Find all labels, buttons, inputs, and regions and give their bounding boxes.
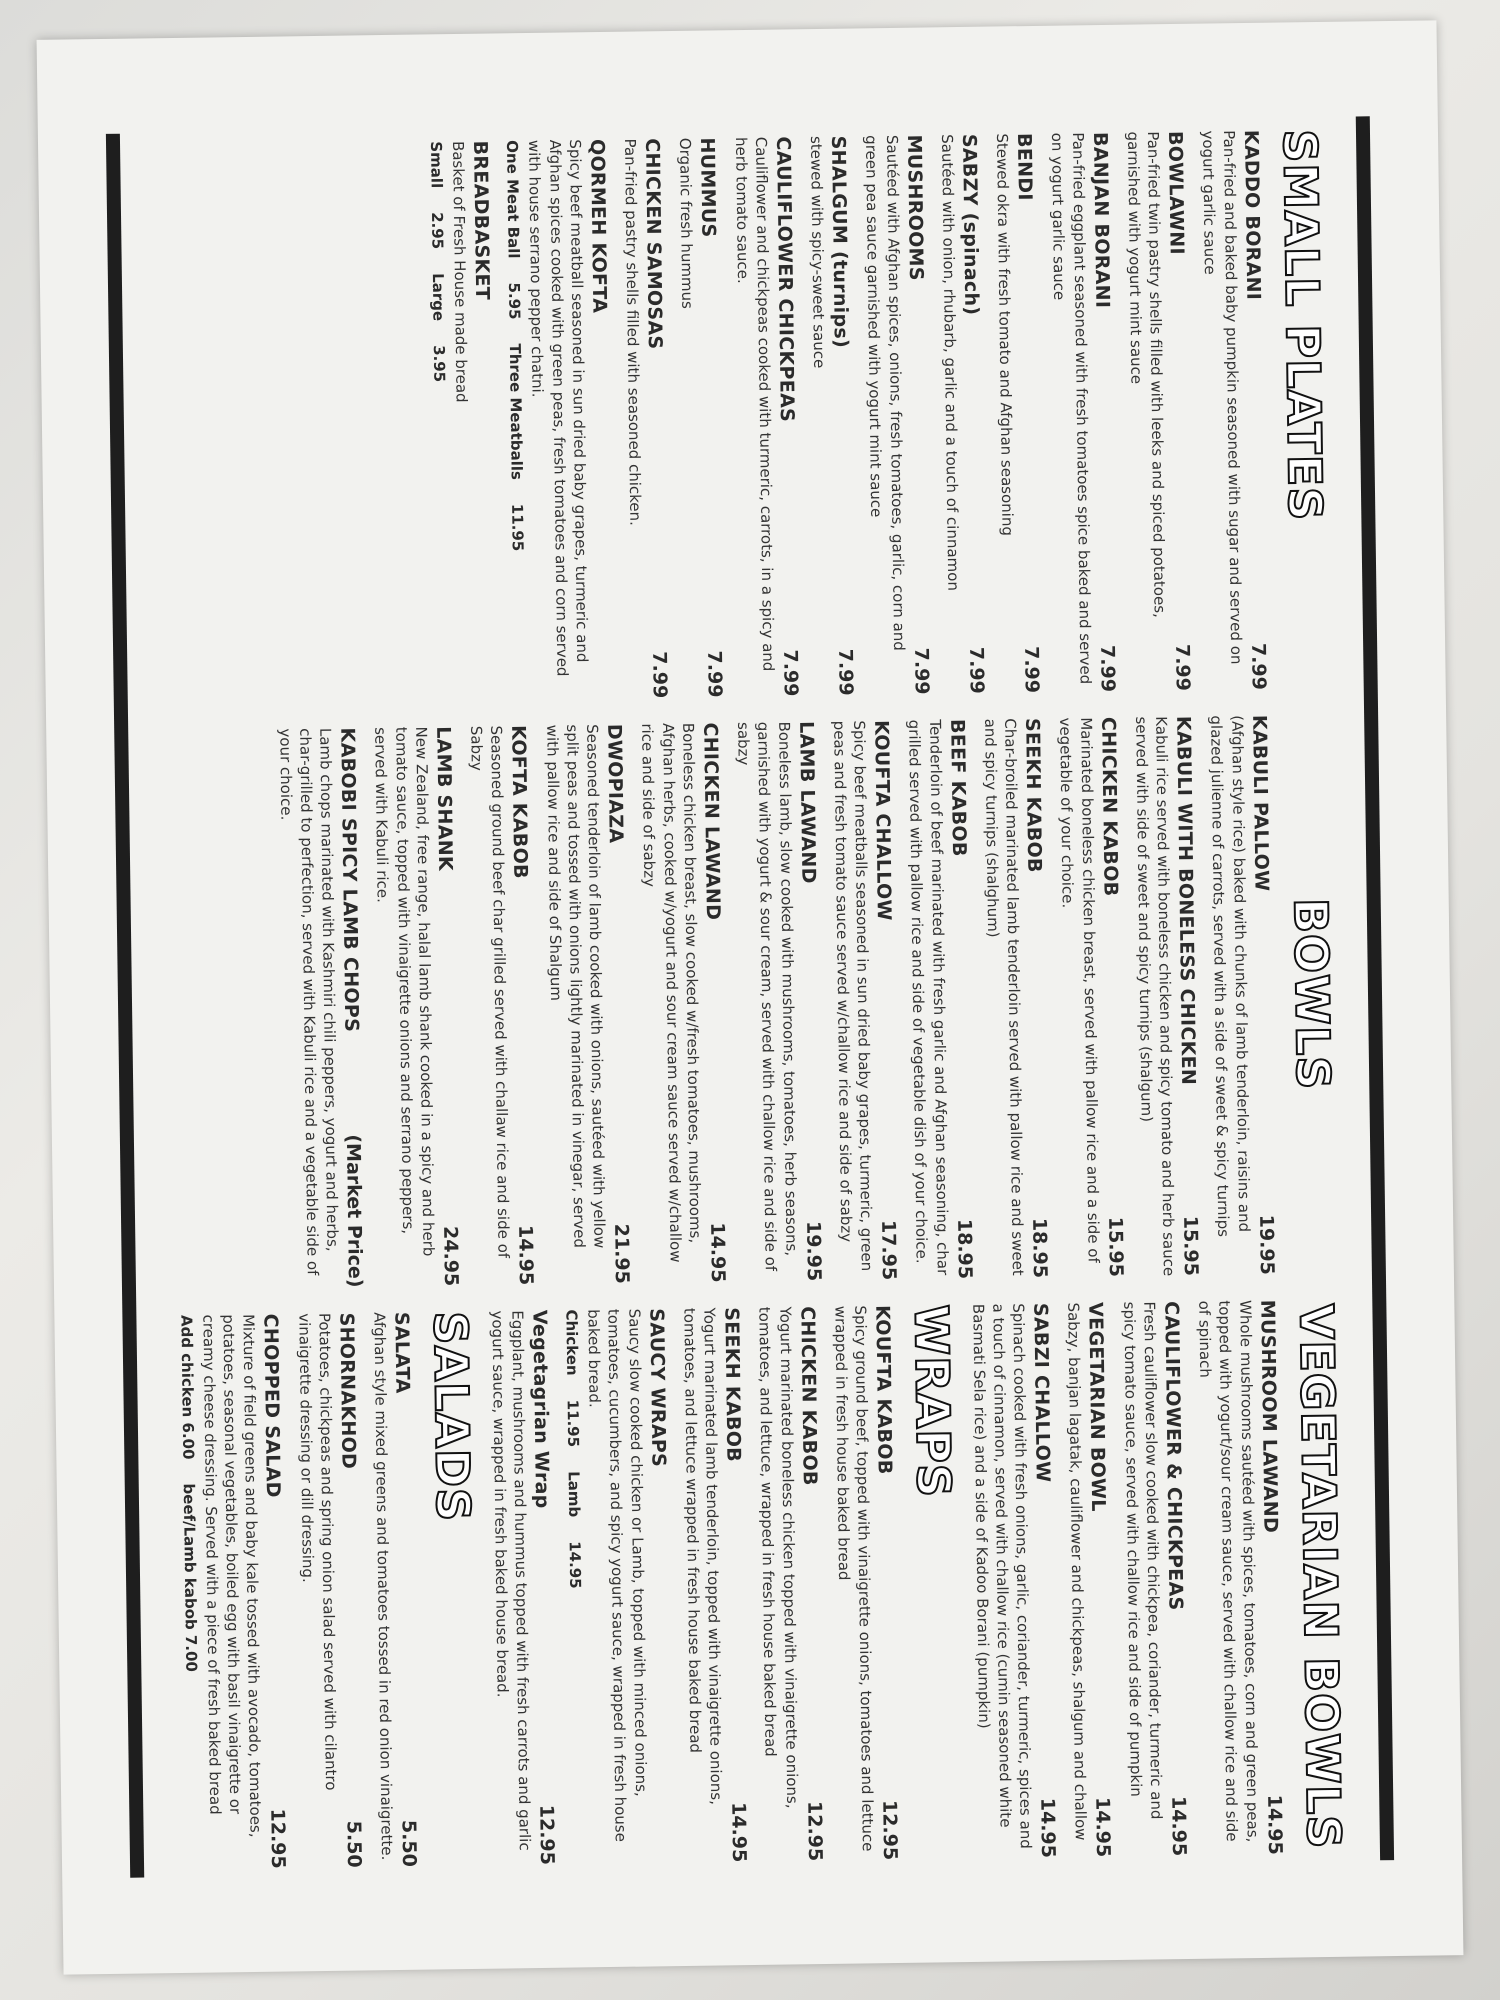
menu-item [275,727,367,1288]
item-description: Yogurt marinated lamb tenderloin, topped with vinaigrette onions, tomatoes, and lettuce wrapped in fresh house baked bread [680,1307,726,1806]
item-price: 7.99 [779,649,802,697]
item-name: Vegetagrian Wrap [528,1309,554,1509]
item-name: BEEF KABOB [945,718,970,857]
menu-item [830,1305,901,1861]
item-price: 5.50 [342,1820,365,1868]
item-price: 14.95 [1091,1796,1115,1858]
small-plates-column [143,129,1336,705]
option-label: Large [428,273,448,322]
vegetarian-bowls-title: VEGETARIAN BOWLS [1289,1303,1351,1850]
item-description: Organic fresh hummus [676,137,697,310]
item-name: SABZI CHALLOW [1029,1302,1055,1483]
item-description: Boneless chicken breast, slow cooked w/fresh tomatoes, mushrooms, Afghan herbs, cooked w/yogurt and sour cream sauce served w/challow rice and side of sabzy [638,722,705,1263]
item-price: 5.50 [397,1819,421,1867]
add-chicken-option: Add chicken 6.00 [176,1314,198,1460]
item-description: Char-broiled marinated lamb tenderloin served with pallow rice and sweet and spicy turnips (shalghum) [981,718,1028,1276]
menu-paper [37,20,1464,1974]
bowls-title: BOWLS [1283,897,1341,1091]
menu-item [968,1303,1059,1859]
menu-item [637,722,729,1283]
item-description: New Zealand, free range, halal lamb shank cooked in a spicy and herb tomato sauce, topped with vinaigrette onions and serrano peppers, served with Kabuli rice. [371,726,438,1257]
menu-item [730,136,801,697]
item-description: Seasoned ground beef char grilled served with challaw rice and side of Sabzy [467,725,514,1259]
item-price: 7.99 [909,647,933,695]
item-description: Tenderloin of beef marinated with fresh garlic and Afghan seasoning, char grilled served with pallow rice and side of vegetable dish of your choice. [905,719,952,1276]
item-name: HUMMUS [696,137,720,238]
item-price: 19.95 [1254,1214,1278,1275]
item-price: 14.95 [727,1801,751,1863]
menu-item [675,137,726,698]
item-description: Kabuli rice served with boneless chicken and spicy tomato and herb sauce served with side of sweet and spicy turnips (shalgum) [1132,716,1179,1277]
option-price: 14.95 [565,1541,585,1589]
item-price: 14.95 [1167,1795,1190,1857]
item-name: MUSHROOM LAWAND [1255,1299,1282,1534]
item-description: Cauliflower and chickpeas cooked with turmeric, carrots, in a spicy and herb tomato sauce. [731,136,778,672]
item-name: KABULI WITH BONELESS CHICKEN [1172,715,1200,1086]
menu-item [1055,717,1126,1278]
item-description: Spinach cooked with fresh onions, garlic, coriander, turmeric, spices and a touch of cinnamon, served with challow rice (cumin seasoned white Basmati Sela rice) and a side of Kadoo Borani (pumpkin) [969,1303,1036,1849]
item-description: Pan-fried eggplant seasoned with fresh tomatoes spice baked and served on yogurt garlic sauce [1048,132,1095,685]
item-description: (Afghan style rice) baked with chunks of lamb tenderloin, raisins and glazed julienne of carrots, served with a side of sweet & spicy turnips [1207,715,1254,1238]
item-price: 7.99 [1095,644,1119,693]
option-price: 11.95 [563,1399,583,1448]
item-description: Sautéed with Afghan spices, onions, fresh tomatoes, garlic, corn and green pea sauce garnished with yogurt mint sauce [862,134,908,651]
item-name: MUSHROOMS [902,134,927,281]
menu-item [679,1307,750,1863]
item-price: 14.95 [1262,1794,1286,1855]
item-name: CHICKEN KABOB [1096,716,1122,897]
item-description: Marinated boneless chicken breast, served with pallow rice and a side of vegetable of your choice. [1056,717,1103,1263]
item-name: BENDI [1013,132,1037,201]
item-name: SHORNAKHOD [335,1312,360,1470]
item-price: 7.99 [703,650,727,698]
item-price: 17.95 [877,1219,901,1281]
vegetarian-wraps-salads-column [159,1299,1352,1870]
item-price: 15.95 [1179,1215,1203,1277]
menu-item [733,721,825,1282]
option-label: Small [426,141,446,189]
item-description: Pan-fried and baked baby pumpkin seasoned with sugar and served on yogurt garlic sauce [1199,130,1246,665]
menu-item [1119,1301,1190,1857]
item-price: 12.95 [878,1799,902,1861]
item-description: Boneless lamb, slow cooked with mushrooms, tomatoes, herb seasons, garnished with yogurt & sour cream, served with challow rice and side of sabzy [734,721,801,1272]
menu-item [1206,715,1277,1276]
item-name: LAMB SHANK [432,726,457,872]
item-name: BREADBASKET [469,140,494,301]
menu-item [542,724,634,1285]
item-description: Lamb chops marinated with Kashmiri chili peppers, yogurt and herbs, char-grilled to perfection, served with Kabuli rice and a vegetable side of your choice. [275,727,342,1276]
item-price: 14.95 [1036,1797,1060,1859]
item-price: 7.99 [1246,642,1270,691]
item-price: (Market Price) [342,1134,367,1288]
item-name: CHICKEN SAMOSAS [641,138,667,350]
item-price: 7.99 [1020,645,1043,694]
item-description: Sabzy, banjan lagatak, cauliflower and chickpeas, shalgum and challow [1064,1302,1091,1841]
menu-item [1131,716,1202,1277]
option-price: 3.95 [429,345,449,383]
item-name: VEGETARIAN BOWL [1084,1302,1110,1512]
item-description: Spicy beef meatballs seasoned in sun dried baby grapes, turmeric, green peas and fresh tomato sauce served w/challow rice and side of sabzy [830,720,877,1272]
option-price: 11.95 [508,503,527,552]
menu-item-saucy-wraps [562,1308,674,1864]
option-price: 2.95 [427,212,447,250]
menu-sheet [87,88,1412,1906]
option-price: 5.95 [505,282,524,320]
item-price: 7.99 [1171,643,1194,692]
item-price: 7.99 [965,646,988,694]
option-label: One Meat Ball [503,140,523,259]
menu-item [754,1306,825,1862]
menu-item [992,133,1043,694]
item-price: 14.95 [514,1224,538,1286]
menu-item [861,134,932,695]
item-description: Pan-fried pastry shells filled with seasoned chicken. [621,138,645,526]
item-name: CAULIFLOWER & CHICKPEAS [1160,1300,1187,1611]
item-description: Eggplant, mushrooms and hummus topped with fresh carrots and garlic yogurt sauce, wrapped in fresh baked house bread. [488,1310,534,1851]
item-description: Pan-fried twin pastry shells filled with leeks and spiced potatoes, garnished with yogurt mint sauce [1123,131,1169,618]
item-description: Mixture of field greens and baby kale tossed with avocado, tomatoes, potatoes, seasonal vegetables, boiled egg with basil vinaigrette or creamy cheese dressing. Served with a piece of fresh baked bread [199,1313,266,1838]
item-name: KABOBI SPICY LAMB CHOPS [336,727,363,1033]
item-name: KOUFTA KABOB [871,1305,896,1475]
menu-item [466,725,537,1286]
menu-item-qormeh-kofta [503,139,616,700]
menu-item [806,136,857,697]
item-price: 18.95 [1028,1217,1052,1279]
item-description: Stewed okra with fresh tomato and Afghan seasoning [993,133,1017,537]
item-name: BOWLAWNI [1164,130,1188,256]
item-price: 21.95 [610,1223,634,1284]
item-name: CAULIFLOWER CHICKPEAS [771,136,798,423]
item-description: Saucy slow cooked chicken or Lamb, topped with minced onions, tomatoes, cucumbers, and spicy yogurt sauce, wrapped in fresh house baked bread. [584,1308,650,1843]
wraps-title: WRAPS [904,1304,962,1499]
item-name: DWOPIAZA [603,723,628,844]
item-description: stewed with spicy-sweet sauce [807,135,829,369]
item-name: SALATA [390,1311,414,1394]
option-label: Three Meatballs [506,343,526,480]
menu-item [487,1310,558,1866]
item-name: BANJAN BORANI [1088,131,1114,309]
item-name: CHOPPED SALAD [259,1313,285,1498]
bowls-column [151,714,1344,1290]
menu-item [1123,131,1194,692]
menu-item [1198,130,1269,691]
item-price: 14.95 [706,1222,729,1283]
item-name: CHICKEN KABOB [795,1306,821,1486]
add-beef-lamb-option: beef/Lamb kabob 7.00 [179,1483,200,1673]
item-description: Spicy ground beef, topped with vinaigrette onions, tomatoes and lettuce wrapped in fresh house baked bread [831,1305,878,1852]
menu-item [620,138,671,699]
item-price: 7.99 [648,651,672,699]
item-description: Potatoes, chickpeas and spring onion salad served with cilantro vinaigrette dressing or dill dressing. [294,1312,340,1791]
item-description: Whole mushrooms sautéed with spices, tomatoes, corn and green peas, topped with yogurt/sour cream sauce, served with challow rice and side of spinach [1195,1299,1262,1843]
option-label: Lamb [564,1470,584,1518]
bottom-border-bar [106,134,144,1878]
item-name: KADDO BORANI [1239,129,1265,301]
menu-item [370,726,462,1287]
menu-item [294,1313,365,1869]
item-name: KOFTA KABOB [507,725,532,879]
menu-item [980,718,1051,1279]
menu-item [829,720,900,1281]
menu-item [937,134,988,695]
item-description: Afghan style mixed greens and tomatoes tossed in red onion vinaigrette. [370,1312,397,1861]
item-price: 12.95 [266,1808,290,1869]
menu-item [1047,132,1118,693]
item-description: Sautéed with onion, rhubarb, garlic and a touch of cinnamon [937,134,963,592]
small-plates-title: SMALL PLATES [1272,128,1333,522]
item-description: Spicy beef meatball seasoned in sun dried baby grapes, turmeric and Afghan spices cooked with green peas, fresh tomatoes and corn served with house serrano pepper chatni. [525,139,592,677]
menu-item [1063,1302,1114,1858]
item-name: SABZY (spinach) [957,133,983,316]
item-name: KOUFTA CHALLOW [870,719,896,921]
top-border-bar [1356,116,1394,1860]
item-price: 24.95 [439,1225,462,1287]
item-price: 12.95 [802,1800,826,1862]
item-name: QORMEH KOFTA [585,138,611,314]
menu-item-breadbasket [427,141,499,702]
item-description: Basket of Fresh House made bread [449,140,471,403]
item-name: KABULI PALLOW [1247,714,1273,892]
item-description: Seasoned tenderloin of lamb cooked with onions, sautéed with yellow split peas and tossed with onions lightly marinated in vinegar, served with pallow rice and side of Shalgum [542,724,609,1249]
item-description: Yogurt marinated boneless chicken topped with vinaigrette onions, tomatoes, and lettuce, wrapped in fresh house baked bread [755,1306,801,1809]
item-name: CHICKEN LAWAND [699,722,724,921]
menu-item [177,1314,289,1870]
item-name: SEEKH KABOB [720,1307,745,1463]
item-name: SHALGUM (turnips) [827,135,853,349]
item-name: LAMB LAWAND [794,721,820,884]
item-price: 18.95 [952,1218,976,1280]
menu-item [904,719,975,1280]
item-price: 15.95 [1103,1216,1127,1278]
item-price: 7.99 [834,648,857,696]
menu-item [1194,1300,1285,1856]
item-name: SEEKH KABOB [1021,717,1046,873]
option-label: Chicken [562,1309,582,1376]
item-name: SAUCY WRAPS [644,1308,670,1468]
salads-title: SALADS [423,1310,481,1523]
item-description: Fresh cauliflower slow cooked with chickpea, coriander, turmeric and spicy tomato sauce, served with challow rice and side of pumpkin [1119,1301,1166,1820]
menu-item [369,1312,420,1868]
item-price: 12.95 [535,1804,558,1866]
item-price: 19.95 [801,1220,825,1282]
